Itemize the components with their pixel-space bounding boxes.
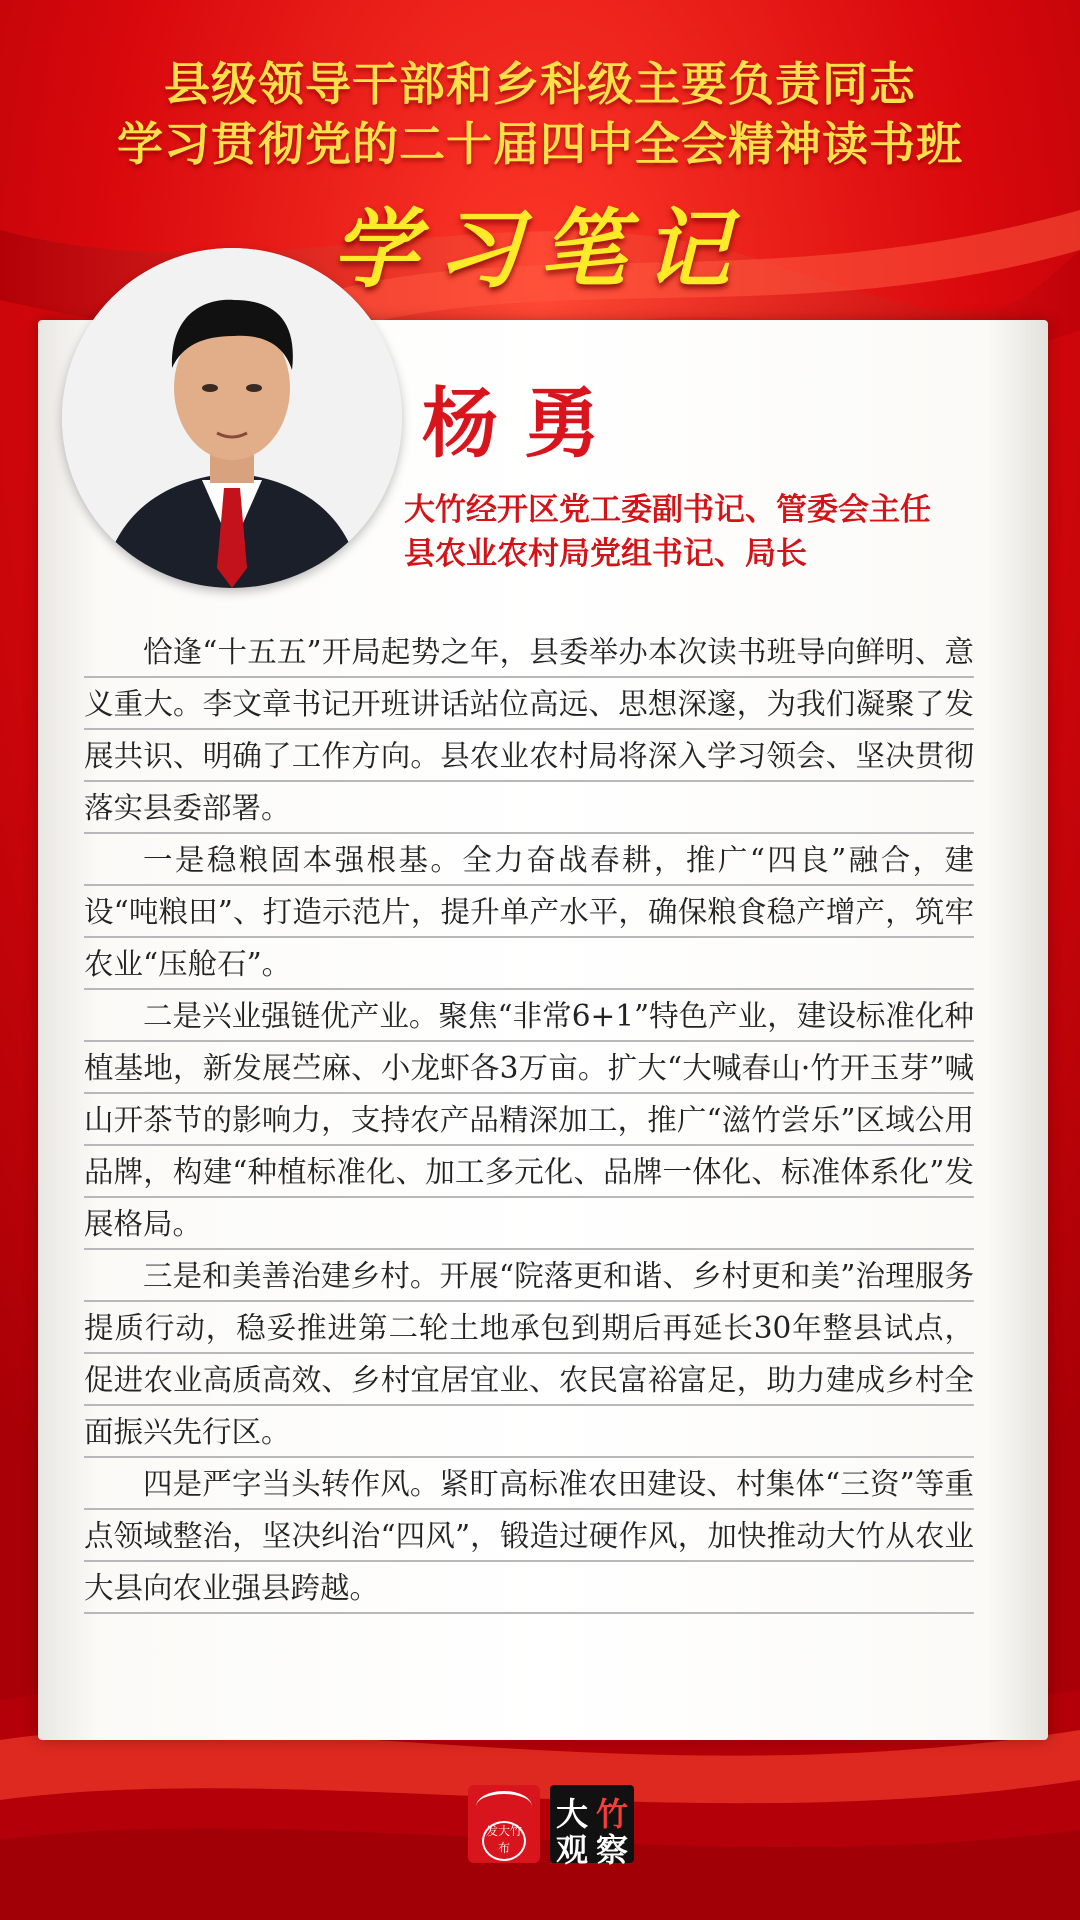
article-paragraph: 一是稳粮固本强根基。全力奋战春耕，推广“四良”融合，建设“吨粮田”、打造示范片，提升单产水平，确保粮食稳产增产，筑牢农业“压舱石”。	[84, 834, 974, 990]
person-title-2: 县农业农村局党组书记、局长	[404, 536, 807, 572]
headline-line-1: 县级领导干部和乡科级主要负责同志	[164, 57, 916, 111]
bamboo-logo-text: 发大竹布	[482, 1821, 526, 1861]
footer-logos	[468, 1785, 634, 1869]
article-paragraph: 二是兴业强链优产业。聚焦“非常6+1”特色产业，建设标准化种植基地，新发展苎麻、小龙虾各3万亩。扩大“大喊春山·竹开玉芽”喊山开茶节的影响力，支持农产品精深加工，推广“滋竹尝乐”区域公用品牌，构建“种植标准化、加工多元化、品牌一体化、标准体系化”发展格局。	[84, 990, 974, 1250]
article-body	[84, 626, 974, 1614]
dazhu-guancha-logo: 大 竹 观 察	[550, 1785, 634, 1863]
bamboo-logo	[468, 1785, 540, 1863]
portrait-photo	[62, 248, 402, 588]
person-title-1: 大竹经开区党工委副书记、管委会主任	[404, 492, 931, 528]
article-paragraph: 四是严字当头转作风。紧盯高标准农田建设、村集体“三资”等重点领域整治，坚决纠治“四风”，锻造过硬作风，加快推动大竹从农业大县向农业强县跨越。	[84, 1458, 974, 1614]
person-name: 杨勇	[422, 379, 626, 468]
article-paragraph: 恰逢“十五五”开局起势之年，县委举办本次读书班导向鲜明、意义重大。李文章书记开班讲话站位高远、思想深邃，为我们凝聚了发展共识、明确了工作方向。县农业农村局将深入学习领会、坚决贯彻落实县委部署。	[84, 626, 974, 834]
headline-study-notes: 学习笔记	[332, 199, 748, 300]
article-paragraph: 三是和美善治建乡村。开展“院落更和谐、乡村更和美”治理服务提质行动，稳妥推进第二轮土地承包到期后再延长30年整县试点，促进农业高质高效、乡村宜居宜业、农民富裕富足，助力建成乡村全面振兴先行区。	[84, 1250, 974, 1458]
headline-line-2: 学习贯彻党的二十届四中全会精神读书班	[117, 117, 963, 171]
